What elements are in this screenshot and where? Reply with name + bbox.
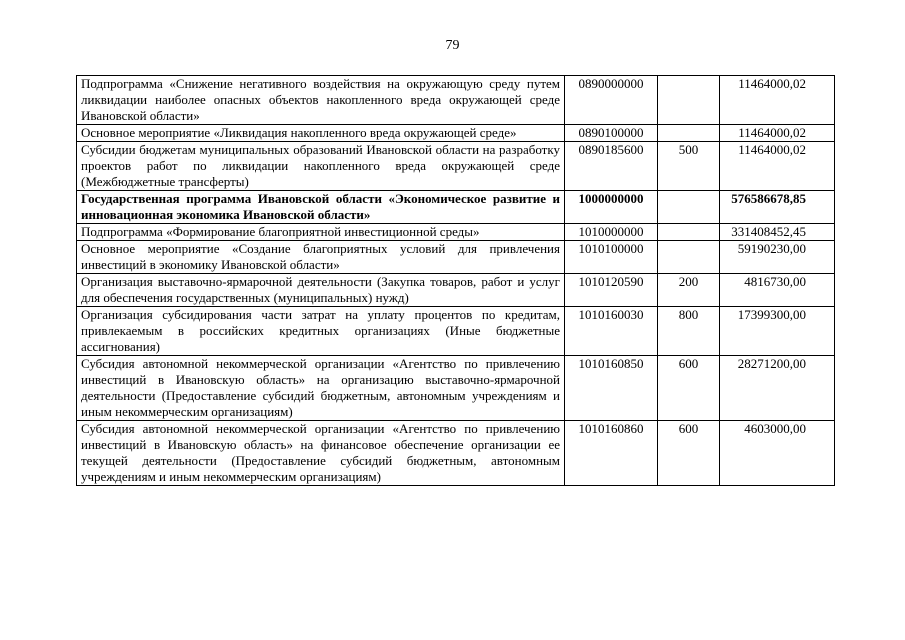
row-amount: 331408452,45 [720, 224, 835, 241]
row-name: Субсидия автономной некоммерческой организации «Агентство по привлечению инвестиций в Ивановскую область» на организацию выставочно-ярмарочной деятельности (Предоставление субсидий бюджетным, автономным учреждениям и иным некоммерческим организациям) [77, 356, 565, 421]
row-type [658, 76, 720, 125]
row-name: Основное мероприятие «Ликвидация накопленного вреда окружающей среде» [77, 125, 565, 142]
row-name: Подпрограмма «Формирование благоприятной инвестиционной среды» [77, 224, 565, 241]
row-amount: 4603000,00 [720, 421, 835, 486]
row-type: 800 [658, 307, 720, 356]
row-type [658, 125, 720, 142]
row-name: Субсидия автономной некоммерческой организации «Агентство по привлечению инвестиций в Ивановскую область» на финансовое обеспечение организации ее текущей деятельности (Предоставление субсидий бюджетным, автономным учреждениям и иным некоммерческим организациям) [77, 421, 565, 486]
row-name: Основное мероприятие «Создание благоприятных условий для привлечения инвестиций в экономику Ивановской области» [77, 241, 565, 274]
row-name: Субсидии бюджетам муниципальных образований Ивановской области на разработку проектов работ по ликвидации накопленного вреда окружающей среде (Межбюджетные трансферты) [77, 142, 565, 191]
table-row [77, 125, 835, 142]
row-type: 200 [658, 274, 720, 307]
table-row [77, 241, 835, 274]
row-type [658, 224, 720, 241]
row-name: Организация выставочно-ярмарочной деятельности (Закупка товаров, работ и услуг для обеспечения государственных (муниципальных) нужд) [77, 274, 565, 307]
row-code: 1010160030 [565, 307, 658, 356]
row-code: 0890100000 [565, 125, 658, 142]
table-row [77, 421, 835, 486]
table-row [77, 356, 835, 421]
row-amount: 11464000,02 [720, 76, 835, 125]
row-amount: 59190230,00 [720, 241, 835, 274]
row-amount: 576586678,85 [720, 191, 835, 224]
row-amount: 17399300,00 [720, 307, 835, 356]
budget-table [76, 75, 835, 486]
row-amount: 28271200,00 [720, 356, 835, 421]
row-amount: 4816730,00 [720, 274, 835, 307]
table-row-program [77, 191, 835, 224]
row-amount: 11464000,02 [720, 125, 835, 142]
row-code: 0890185600 [565, 142, 658, 191]
row-code: 1000000000 [565, 191, 658, 224]
row-type: 500 [658, 142, 720, 191]
table-row [77, 76, 835, 125]
table-row [77, 274, 835, 307]
page-number: 79 [445, 38, 460, 53]
table-row [77, 142, 835, 191]
row-code: 1010100000 [565, 241, 658, 274]
row-code: 1010000000 [565, 224, 658, 241]
row-amount: 11464000,02 [720, 142, 835, 191]
row-name: Государственная программа Ивановской области «Экономическое развитие и инновационная экономика Ивановской области» [77, 191, 565, 224]
row-name: Организация субсидирования части затрат на уплату процентов по кредитам, привлекаемым в российских кредитных организациях (Иные бюджетные ассигнования) [77, 307, 565, 356]
row-type: 600 [658, 356, 720, 421]
row-code: 1010160860 [565, 421, 658, 486]
row-code: 1010120590 [565, 274, 658, 307]
row-type: 600 [658, 421, 720, 486]
table-row [77, 224, 835, 241]
row-type [658, 191, 720, 224]
row-name: Подпрограмма «Снижение негативного воздействия на окружающую среду путем ликвидации наиболее опасных объектов накопленного вреда окружающей среде Ивановской области» [77, 76, 565, 125]
table-row [77, 307, 835, 356]
row-type [658, 241, 720, 274]
row-code: 1010160850 [565, 356, 658, 421]
row-code: 0890000000 [565, 76, 658, 125]
